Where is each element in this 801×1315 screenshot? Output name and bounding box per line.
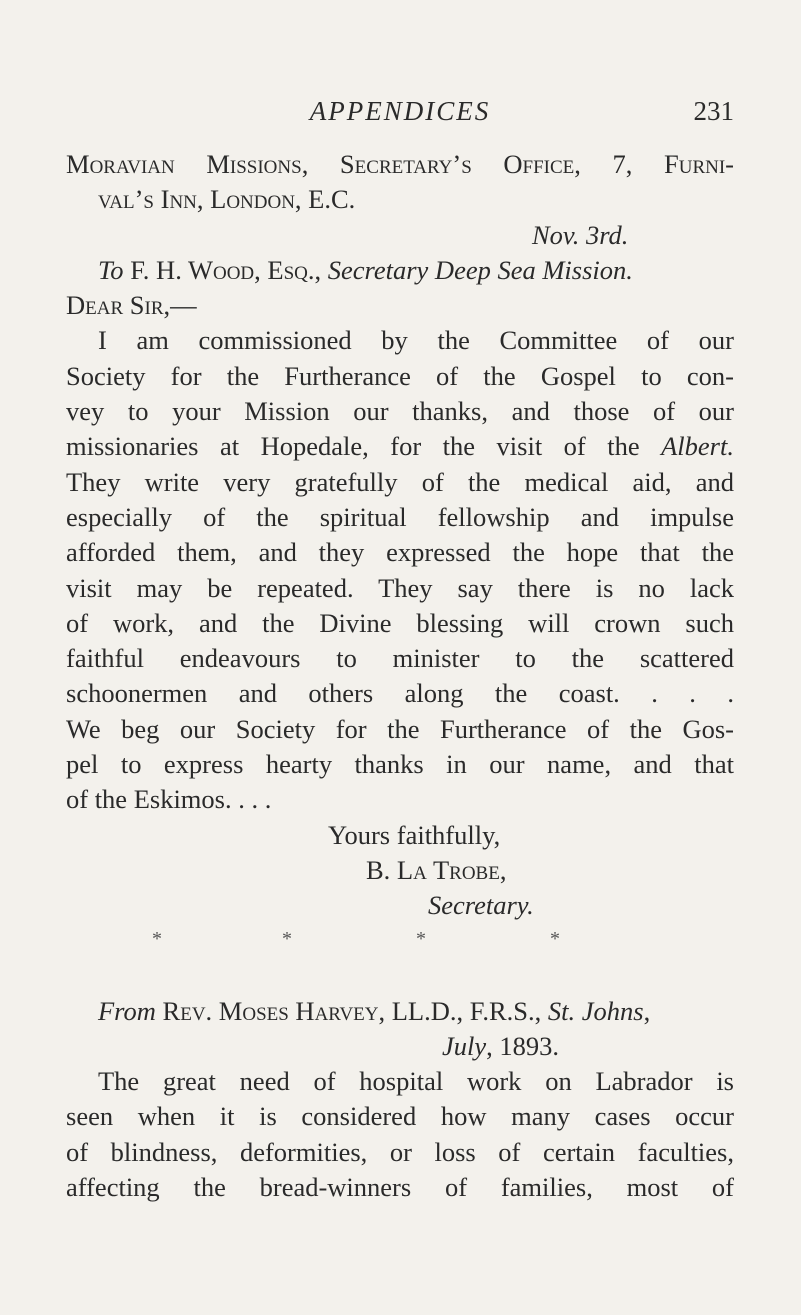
month: July	[442, 1030, 487, 1061]
letter1-body-line: We beg our Society for the Furtherance of the Gos-	[66, 713, 734, 744]
page-number: 231	[693, 96, 734, 126]
letter1-address-line-1: Moravian Missions, Secretary’s Office, 7, Furni-	[66, 149, 734, 179]
letter1-addressee	[66, 253, 734, 288]
signatory-title: Secretary.	[428, 890, 534, 921]
from-label: From	[98, 995, 156, 1026]
addressee-name: F. H. Wood, Esq.,	[123, 254, 328, 285]
salutation: Dear Sir,—	[66, 290, 197, 321]
addressee-role: Secretary Deep Sea Mission.	[327, 254, 633, 285]
letter1-body-line: visit may be repeated. They say there is no lack	[66, 572, 734, 603]
letter2-date	[66, 1029, 734, 1064]
letter1-body-line: especially of the spiritual fellowship and impulse	[66, 501, 734, 532]
signature: B. La Trobe,	[366, 854, 507, 885]
letter1-body-line: vey to your Mission our thanks, and those of our	[66, 396, 734, 427]
letter1-body-line: They write very gratefully of the medical aid, and	[66, 466, 734, 497]
divider-asterisk: *	[282, 927, 292, 950]
running-head: APPENDICES	[309, 96, 491, 126]
letter1-body-line: Society for the Furtherance of the Gospel to con-	[66, 360, 734, 391]
closing: Yours faithfully,	[328, 819, 501, 850]
letter2-body-line: The great need of hospital work on Labrador is	[98, 1066, 734, 1097]
letter1-body-line: afforded them, and they expressed the hope that the	[66, 537, 734, 568]
letter1-body-line: I am commissioned by the Committee of our	[98, 325, 734, 356]
to-prefix: To	[98, 254, 124, 285]
year: , 1893.	[486, 1030, 560, 1061]
place: St. Johns	[547, 995, 644, 1026]
section-divider	[66, 924, 734, 994]
letter2-source	[66, 994, 734, 1029]
page-body	[66, 147, 734, 1205]
divider-asterisk: *	[416, 927, 426, 950]
letter1-body-line: schoonermen and others along the coast. . . .	[66, 678, 734, 709]
letter1-body-line-ship	[66, 429, 734, 464]
place-suffix: ,	[643, 995, 651, 1026]
letter1-body-line: pel to express hearty thanks in our name, and that	[66, 749, 734, 780]
letter2-body-line: of blindness, deformities, or loss of certain faculties,	[66, 1136, 734, 1167]
letter1-body-line: of work, and the Divine blessing will crown such	[66, 607, 734, 638]
letter1-body-line: of the Eskimos. . . .	[66, 784, 272, 815]
letter1-address-line-2: val’s Inn, London, E.C.	[98, 184, 356, 215]
ship-name: Albert.	[661, 431, 734, 462]
divider-asterisk: *	[550, 927, 560, 950]
letter1-body-line: faithful endeavours to minister to the scattered	[66, 643, 734, 674]
letter1-date: Nov. 3rd.	[532, 219, 629, 250]
letter2-body-line: seen when it is considered how many cases occur	[66, 1101, 734, 1132]
page-header	[66, 92, 734, 132]
divider-asterisk: *	[152, 927, 162, 950]
letter1-body-text: missionaries at Hopedale, for the visit of the	[66, 431, 662, 462]
author-name: Rev. Moses Harvey, LL.D., F.R.S.,	[155, 995, 548, 1026]
letter2-body-line: affecting the bread-winners of families, most of	[66, 1172, 734, 1203]
